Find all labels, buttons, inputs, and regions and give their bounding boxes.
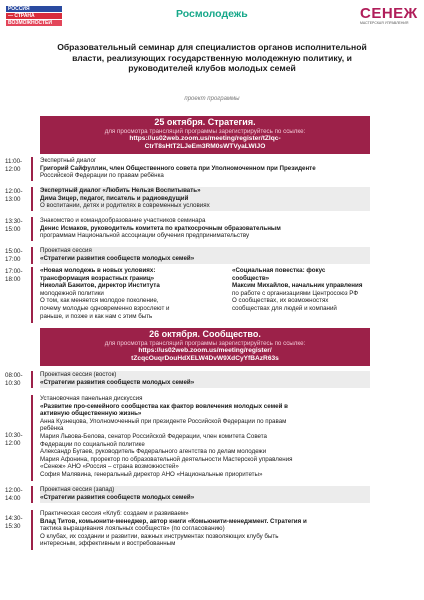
day-title: 25 октября. Стратегия. [154, 117, 256, 127]
registration-link[interactable]: https://us02web.zoom.us/meeting/register/tZIqc- [129, 135, 281, 143]
day-header [40, 116, 370, 154]
logo-line: РОССИЯ [6, 6, 62, 12]
session-item: Проектная сессия «Стратегии развития сообществ молодых семей» [40, 247, 370, 264]
panel-discussion: Установочная панельная дискуссия «Развитие про-семейного сообщества как фактор вовлечения молодых семей в активную общественную жизнь» Анна Кузнецова, Уполномоченный при президенте Российской Федерации по правам ребёнка Мария Львова-Белова, сенатор Российской Федерации, член комитета Совета Федерации по социальной политике Александр Бугаев, руководитель Федерального агентства по делам молодежи Мария Афонина, проректор по образовательной деятельности Мастерской управления «Сенеж» АНО «Россия – страна возможностей» София Малявина, генеральный директор АНО «Национальные приоритеты» [40, 395, 293, 478]
title-line: руководителей клубов молодых семей [128, 63, 296, 74]
parallel-session-left: «Новая молодежь в новых условиях: трансформация возрастных границ» Николай Бажитов, директор Института молодежной политики О том, как меняется молодое поколение, почему молодые одновременно взрослеют и раньше, и позже и как нам с этим быть [40, 267, 170, 320]
title-line: Образовательный семинар для специалистов органов исполнительной [57, 42, 367, 52]
registration-note: для просмотра трансляций программы зарегистрируйтесь по ссылке: [104, 340, 306, 347]
time-marker [31, 267, 33, 323]
page-title [20, 42, 404, 74]
time-marker [31, 187, 33, 211]
time-marker [31, 217, 33, 241]
session-time: 11:00- 12:00 [5, 158, 23, 173]
senezh-mark: СЕНЕЖ [360, 5, 418, 22]
time-marker [31, 247, 33, 264]
time-marker [31, 371, 33, 388]
session-time: 08:00- 10:30 [5, 372, 23, 387]
day-header [40, 328, 370, 366]
registration-link[interactable]: https://us02web.zoom.us/meeting/register/ [138, 347, 272, 355]
session-time: 12:00- 13:00 [5, 188, 23, 203]
registration-link[interactable]: tZcqcOuqrDouHdXELW4DvW9XdCyYfBAzR63s [131, 354, 279, 362]
senezh-sub: МАСТЕРСКАЯ УПРАВЛЕНИЯ [360, 21, 409, 25]
registration-note: для просмотра трансляций программы зарегистрируйтесь по ссылке: [104, 128, 306, 135]
title-line: власти, реализующих государственную молодежную политику, и [72, 52, 352, 63]
time-marker [31, 395, 33, 481]
session-time: 15:00- 17:00 [5, 248, 23, 263]
session-item: Практическая сессия «Клуб: создаем и развиваем» Влад Титов, комьюнити-менеджер, автор книги «Комьюнити-менеджмент. Стратегия и тактика выращивания лояльных сообществ» (по согласованию) О клубах, их создании и развитии, важных инструментах позволяющих клубу быть интересным, эффективным и востребованным [40, 510, 307, 548]
time-marker [31, 157, 33, 181]
session-time: 14:30- 15:30 [5, 515, 23, 530]
session-time: 17:00- 18:00 [5, 268, 23, 283]
session-item: Проектная сессия (запад) «Стратегии развития сообществ молодых семей» [40, 486, 370, 503]
session-item: Экспертный диалог «Любить Нельзя Воспитывать» Дима Зицер, педагог, писатель и радиоведущий О воспитании, детях и родителях в современных условиях [40, 187, 370, 211]
session-item: Проектная сессия (восток) «Стратегии развития сообществ молодых семей» [40, 371, 370, 388]
session-item: Знакомство и командообразование участников семинара Денис Исмаков, руководитель комитета по краткосрочным образовательным программам Национальной ассоциации обучения предпринимательству [40, 217, 281, 240]
registration-link[interactable]: CtrT8sHtT2LJeEm3RM0sWTVyaLWlJO [144, 142, 266, 150]
logo-bar [0, 0, 424, 40]
session-time: 12:00- 14:00 [5, 487, 23, 502]
day-title: 26 октября. Сообщество. [149, 329, 261, 339]
page-subtitle: проект программы [184, 96, 240, 102]
logo-line: — СТРАНА [6, 13, 62, 19]
session-time: 10:30- 12:00 [5, 432, 23, 447]
logo-line: ВОЗМОЖНОСТЕЙ [6, 20, 62, 26]
session-item: Экспертный диалог Григорий Сайфуллин, член Общественного совета при Уполномоченном при Президенте Российской Федерации по правам ребёнка [40, 157, 316, 180]
russia-opportunities-logo [6, 6, 62, 28]
senezh-logo [360, 5, 418, 30]
parallel-session-right: «Социальная повестка: фокус сообществ» Максим Михайлов, начальник управления по работе с организациями Центросоюз РФ О сообществах, их возможностях сообществах для людей и компаний [232, 267, 363, 312]
rosmolodezh-logo: Росмолодежь [176, 8, 248, 20]
time-marker [31, 510, 33, 550]
time-marker [31, 486, 33, 503]
session-time: 13:30- 15:00 [5, 218, 23, 233]
